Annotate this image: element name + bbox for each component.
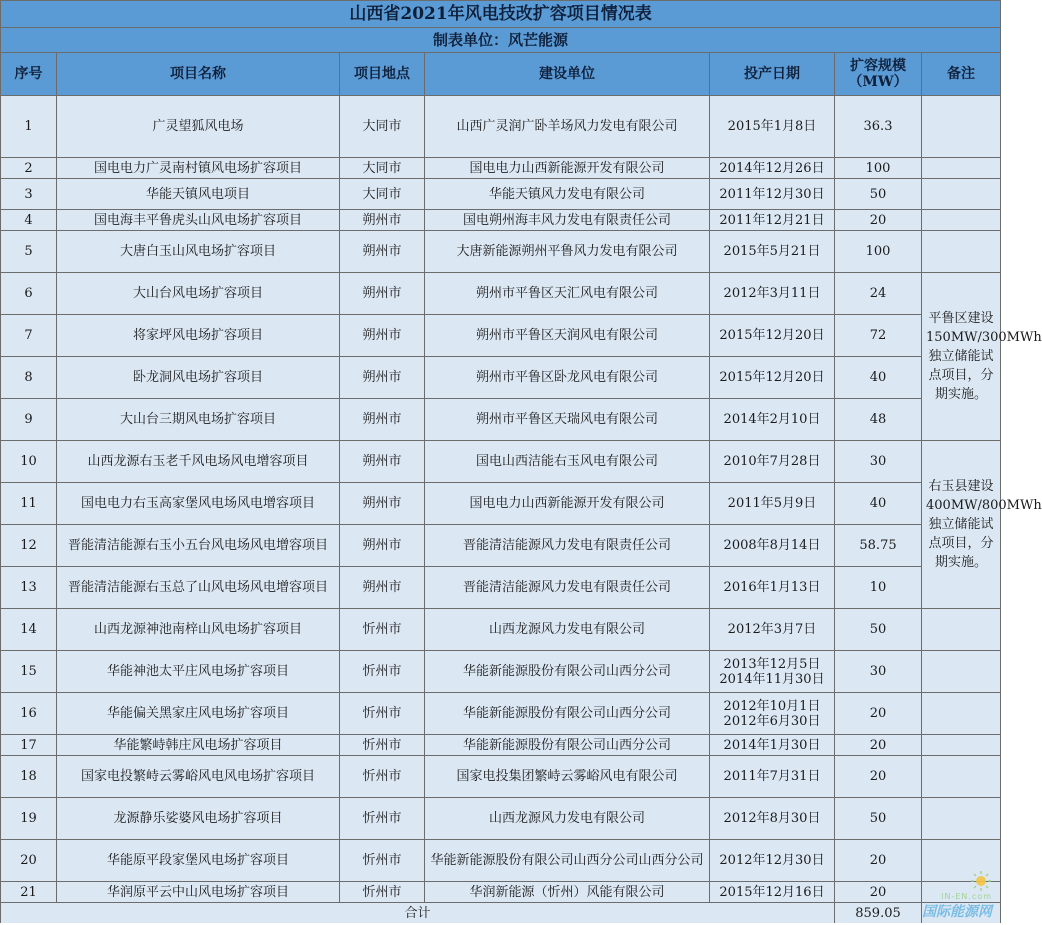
cell-location: 忻州市	[340, 756, 425, 798]
cell-capacity: 72	[835, 315, 922, 357]
sun-logo-icon	[970, 870, 992, 892]
cell-builder: 华能新能源股份有限公司山西分公司	[425, 693, 710, 735]
cell-project-name: 华润原平云中山风电场扩容项目	[57, 882, 340, 903]
table-row	[1, 525, 1001, 567]
cell-index: 7	[1, 315, 57, 357]
cell-location: 朔州市	[340, 273, 425, 315]
cell-builder: 大唐新能源朔州平鲁风力发电有限公司	[425, 231, 710, 273]
cell-project-name: 晋能清洁能源右玉小五台风电场风电增容项目	[57, 525, 340, 567]
cell-remark	[922, 798, 1001, 840]
cell-location: 忻州市	[340, 651, 425, 693]
cell-capacity: 20	[835, 210, 922, 231]
cell-project-name: 华能神池太平庄风电场扩容项目	[57, 651, 340, 693]
table-row	[1, 840, 1001, 882]
cell-capacity: 50	[835, 609, 922, 651]
cell-remark	[922, 693, 1001, 735]
cell-builder: 华能新能源股份有限公司山西分公司山西分公司	[425, 840, 710, 882]
cell-capacity: 36.3	[835, 96, 922, 158]
cell-capacity: 20	[835, 735, 922, 756]
cell-date: 2012年3月7日	[710, 609, 835, 651]
cell-builder: 山西广灵润广卧羊场风力发电有限公司	[425, 96, 710, 158]
cell-project-name: 华能偏关黑家庄风电场扩容项目	[57, 693, 340, 735]
cell-index: 13	[1, 567, 57, 609]
cell-remark	[922, 231, 1001, 273]
cell-date: 2014年12月26日	[710, 158, 835, 179]
table-row	[1, 441, 1001, 483]
cell-project-name: 国电电力右玉高家堡风电场风电增容项目	[57, 483, 340, 525]
cell-location: 朔州市	[340, 231, 425, 273]
cell-builder: 山西龙源风力发电有限公司	[425, 798, 710, 840]
cell-capacity: 48	[835, 399, 922, 441]
cell-index: 17	[1, 735, 57, 756]
remark-youyu: 右玉县建设400MW/800MWh独立储能试点项目，分期实施。	[922, 441, 1001, 609]
total-value: 859.05	[835, 903, 922, 924]
cell-capacity: 50	[835, 798, 922, 840]
cell-capacity: 10	[835, 567, 922, 609]
watermark-en: IN-EN.com	[941, 892, 992, 901]
cell-capacity: 20	[835, 756, 922, 798]
table-row	[1, 179, 1001, 210]
cell-index: 12	[1, 525, 57, 567]
cell-index: 3	[1, 179, 57, 210]
cell-location: 大同市	[340, 179, 425, 210]
cell-date: 2015年5月21日	[710, 231, 835, 273]
cell-project-name: 国家电投繁峙云雾峪风电风电场扩容项目	[57, 756, 340, 798]
cell-date: 2012年10月1日 2012年6月30日	[710, 693, 835, 735]
cell-remark	[922, 609, 1001, 651]
cell-index: 5	[1, 231, 57, 273]
header-project-name: 项目名称	[57, 53, 340, 96]
table-row	[1, 315, 1001, 357]
cell-builder: 国电电力山西新能源开发有限公司	[425, 483, 710, 525]
cell-builder: 国家电投集团繁峙云雾峪风电有限公司	[425, 756, 710, 798]
cell-date: 2011年12月30日	[710, 179, 835, 210]
cell-capacity: 20	[835, 882, 922, 903]
cell-capacity: 50	[835, 179, 922, 210]
cell-capacity: 40	[835, 357, 922, 399]
table-row	[1, 693, 1001, 735]
header-builder: 建设单位	[425, 53, 710, 96]
cell-location: 忻州市	[340, 609, 425, 651]
cell-project-name: 龙源静乐娑婆风电场扩容项目	[57, 798, 340, 840]
cell-project-name: 大山台三期风电场扩容项目	[57, 399, 340, 441]
cell-builder: 朔州市平鲁区卧龙风电有限公司	[425, 357, 710, 399]
cell-capacity: 20	[835, 840, 922, 882]
watermark-cn: 国际能源网	[922, 904, 992, 920]
cell-project-name: 晋能清洁能源右玉总了山风电场风电增容项目	[57, 567, 340, 609]
cell-index: 14	[1, 609, 57, 651]
table-row	[1, 798, 1001, 840]
table-row	[1, 357, 1001, 399]
cell-capacity: 40	[835, 483, 922, 525]
table-row	[1, 399, 1001, 441]
cell-date: 2015年12月16日	[710, 882, 835, 903]
cell-builder: 朔州市平鲁区天汇风电有限公司	[425, 273, 710, 315]
cell-index: 11	[1, 483, 57, 525]
cell-location: 忻州市	[340, 693, 425, 735]
cell-project-name: 山西龙源神池南梓山风电场扩容项目	[57, 609, 340, 651]
cell-index: 4	[1, 210, 57, 231]
cell-date: 2013年12月5日 2014年11月30日	[710, 651, 835, 693]
cell-builder: 华能天镇风力发电有限公司	[425, 179, 710, 210]
cell-index: 1	[1, 96, 57, 158]
cell-builder: 华能新能源股份有限公司山西分公司	[425, 735, 710, 756]
cell-remark	[922, 651, 1001, 693]
cell-builder: 国电朔州海丰风力发电有限责任公司	[425, 210, 710, 231]
cell-remark	[922, 158, 1001, 179]
cell-date: 2016年1月13日	[710, 567, 835, 609]
cell-remark	[922, 210, 1001, 231]
cell-location: 忻州市	[340, 735, 425, 756]
total-row	[1, 903, 1001, 924]
cell-builder: 华润新能源（忻州）风能有限公司	[425, 882, 710, 903]
cell-date: 2011年12月21日	[710, 210, 835, 231]
cell-date: 2012年8月30日	[710, 798, 835, 840]
cell-builder: 晋能清洁能源风力发电有限责任公司	[425, 525, 710, 567]
cell-builder: 国电电力山西新能源开发有限公司	[425, 158, 710, 179]
table-row	[1, 273, 1001, 315]
cell-capacity: 30	[835, 441, 922, 483]
cell-project-name: 华能天镇风电项目	[57, 179, 340, 210]
cell-location: 朔州市	[340, 399, 425, 441]
cell-location: 朔州市	[340, 357, 425, 399]
cell-location: 朔州市	[340, 483, 425, 525]
table-unit: 制表单位：风芒能源	[1, 28, 1001, 53]
cell-location: 忻州市	[340, 840, 425, 882]
cell-index: 8	[1, 357, 57, 399]
table-row	[1, 96, 1001, 158]
cell-project-name: 山西龙源右玉老千风电场风电增容项目	[57, 441, 340, 483]
cell-capacity: 24	[835, 273, 922, 315]
table-row	[1, 210, 1001, 231]
cell-project-name: 广灵望狐风电场	[57, 96, 340, 158]
cell-remark	[922, 735, 1001, 756]
cell-location: 大同市	[340, 158, 425, 179]
cell-location: 朔州市	[340, 315, 425, 357]
cell-location: 朔州市	[340, 567, 425, 609]
cell-location: 大同市	[340, 96, 425, 158]
cell-index: 9	[1, 399, 57, 441]
cell-index: 20	[1, 840, 57, 882]
cell-project-name: 华能繁峙韩庄风电场扩容项目	[57, 735, 340, 756]
table-row	[1, 651, 1001, 693]
table-row	[1, 483, 1001, 525]
cell-capacity: 100	[835, 158, 922, 179]
cell-builder: 朔州市平鲁区天润风电有限公司	[425, 315, 710, 357]
cell-location: 忻州市	[340, 798, 425, 840]
header-capacity: 扩容规模 （MW）	[835, 53, 922, 96]
cell-location: 朔州市	[340, 525, 425, 567]
cell-builder: 国电山西洁能右玉风电有限公司	[425, 441, 710, 483]
table-title: 山西省2021年风电技改扩容项目情况表	[1, 1, 1001, 28]
cell-project-name: 将家坪风电场扩容项目	[57, 315, 340, 357]
cell-index: 18	[1, 756, 57, 798]
table-body	[1, 96, 1042, 903]
cell-project-name: 卧龙洞风电场扩容项目	[57, 357, 340, 399]
cell-date: 2015年12月20日	[710, 315, 835, 357]
header-date: 投产日期	[710, 53, 835, 96]
cell-project-name: 大唐白玉山风电场扩容项目	[57, 231, 340, 273]
cell-capacity: 100	[835, 231, 922, 273]
table-row	[1, 231, 1001, 273]
cell-index: 21	[1, 882, 57, 903]
cell-builder: 华能新能源股份有限公司山西分公司	[425, 651, 710, 693]
cell-date: 2012年3月11日	[710, 273, 835, 315]
cell-location: 朔州市	[340, 210, 425, 231]
cell-index: 16	[1, 693, 57, 735]
cell-index: 2	[1, 158, 57, 179]
cell-date: 2011年7月31日	[710, 756, 835, 798]
cell-capacity: 58.75	[835, 525, 922, 567]
cell-location: 忻州市	[340, 882, 425, 903]
table-row	[1, 735, 1001, 756]
cell-capacity: 30	[835, 651, 922, 693]
cell-remark	[922, 756, 1001, 798]
cell-builder: 朔州市平鲁区天瑞风电有限公司	[425, 399, 710, 441]
cell-date: 2015年1月8日	[710, 96, 835, 158]
cell-date: 2012年12月30日	[710, 840, 835, 882]
table-row	[1, 882, 1001, 903]
cell-date: 2011年5月9日	[710, 483, 835, 525]
header-index: 序号	[1, 53, 57, 96]
cell-remark	[922, 96, 1001, 158]
cell-date: 2010年7月28日	[710, 441, 835, 483]
cell-index: 6	[1, 273, 57, 315]
cell-date: 2014年1月30日	[710, 735, 835, 756]
cell-date: 2008年8月14日	[710, 525, 835, 567]
header-remark: 备注	[922, 53, 1001, 96]
cell-location: 朔州市	[340, 441, 425, 483]
table-row	[1, 609, 1001, 651]
cell-project-name: 华能原平段家堡风电场扩容项目	[57, 840, 340, 882]
cell-remark	[922, 179, 1001, 210]
cell-project-name: 大山台风电场扩容项目	[57, 273, 340, 315]
header-location: 项目地点	[340, 53, 425, 96]
total-label: 合计	[1, 903, 835, 924]
cell-date: 2015年12月20日	[710, 357, 835, 399]
cell-project-name: 国电海丰平鲁虎头山风电场扩容项目	[57, 210, 340, 231]
cell-date: 2014年2月10日	[710, 399, 835, 441]
cell-index: 19	[1, 798, 57, 840]
cell-project-name: 国电电力广灵南村镇风电场扩容项目	[57, 158, 340, 179]
table-row	[1, 756, 1001, 798]
cell-builder: 晋能清洁能源风力发电有限责任公司	[425, 567, 710, 609]
cell-index: 10	[1, 441, 57, 483]
cell-index: 15	[1, 651, 57, 693]
watermark	[922, 870, 992, 921]
table-row	[1, 158, 1001, 179]
table-row	[1, 567, 1001, 609]
cell-capacity: 20	[835, 693, 922, 735]
cell-builder: 山西龙源风力发电有限公司	[425, 609, 710, 651]
remark-pinglu: 平鲁区建设150MW/300MWh独立储能试点项目，分期实施。	[922, 273, 1001, 441]
